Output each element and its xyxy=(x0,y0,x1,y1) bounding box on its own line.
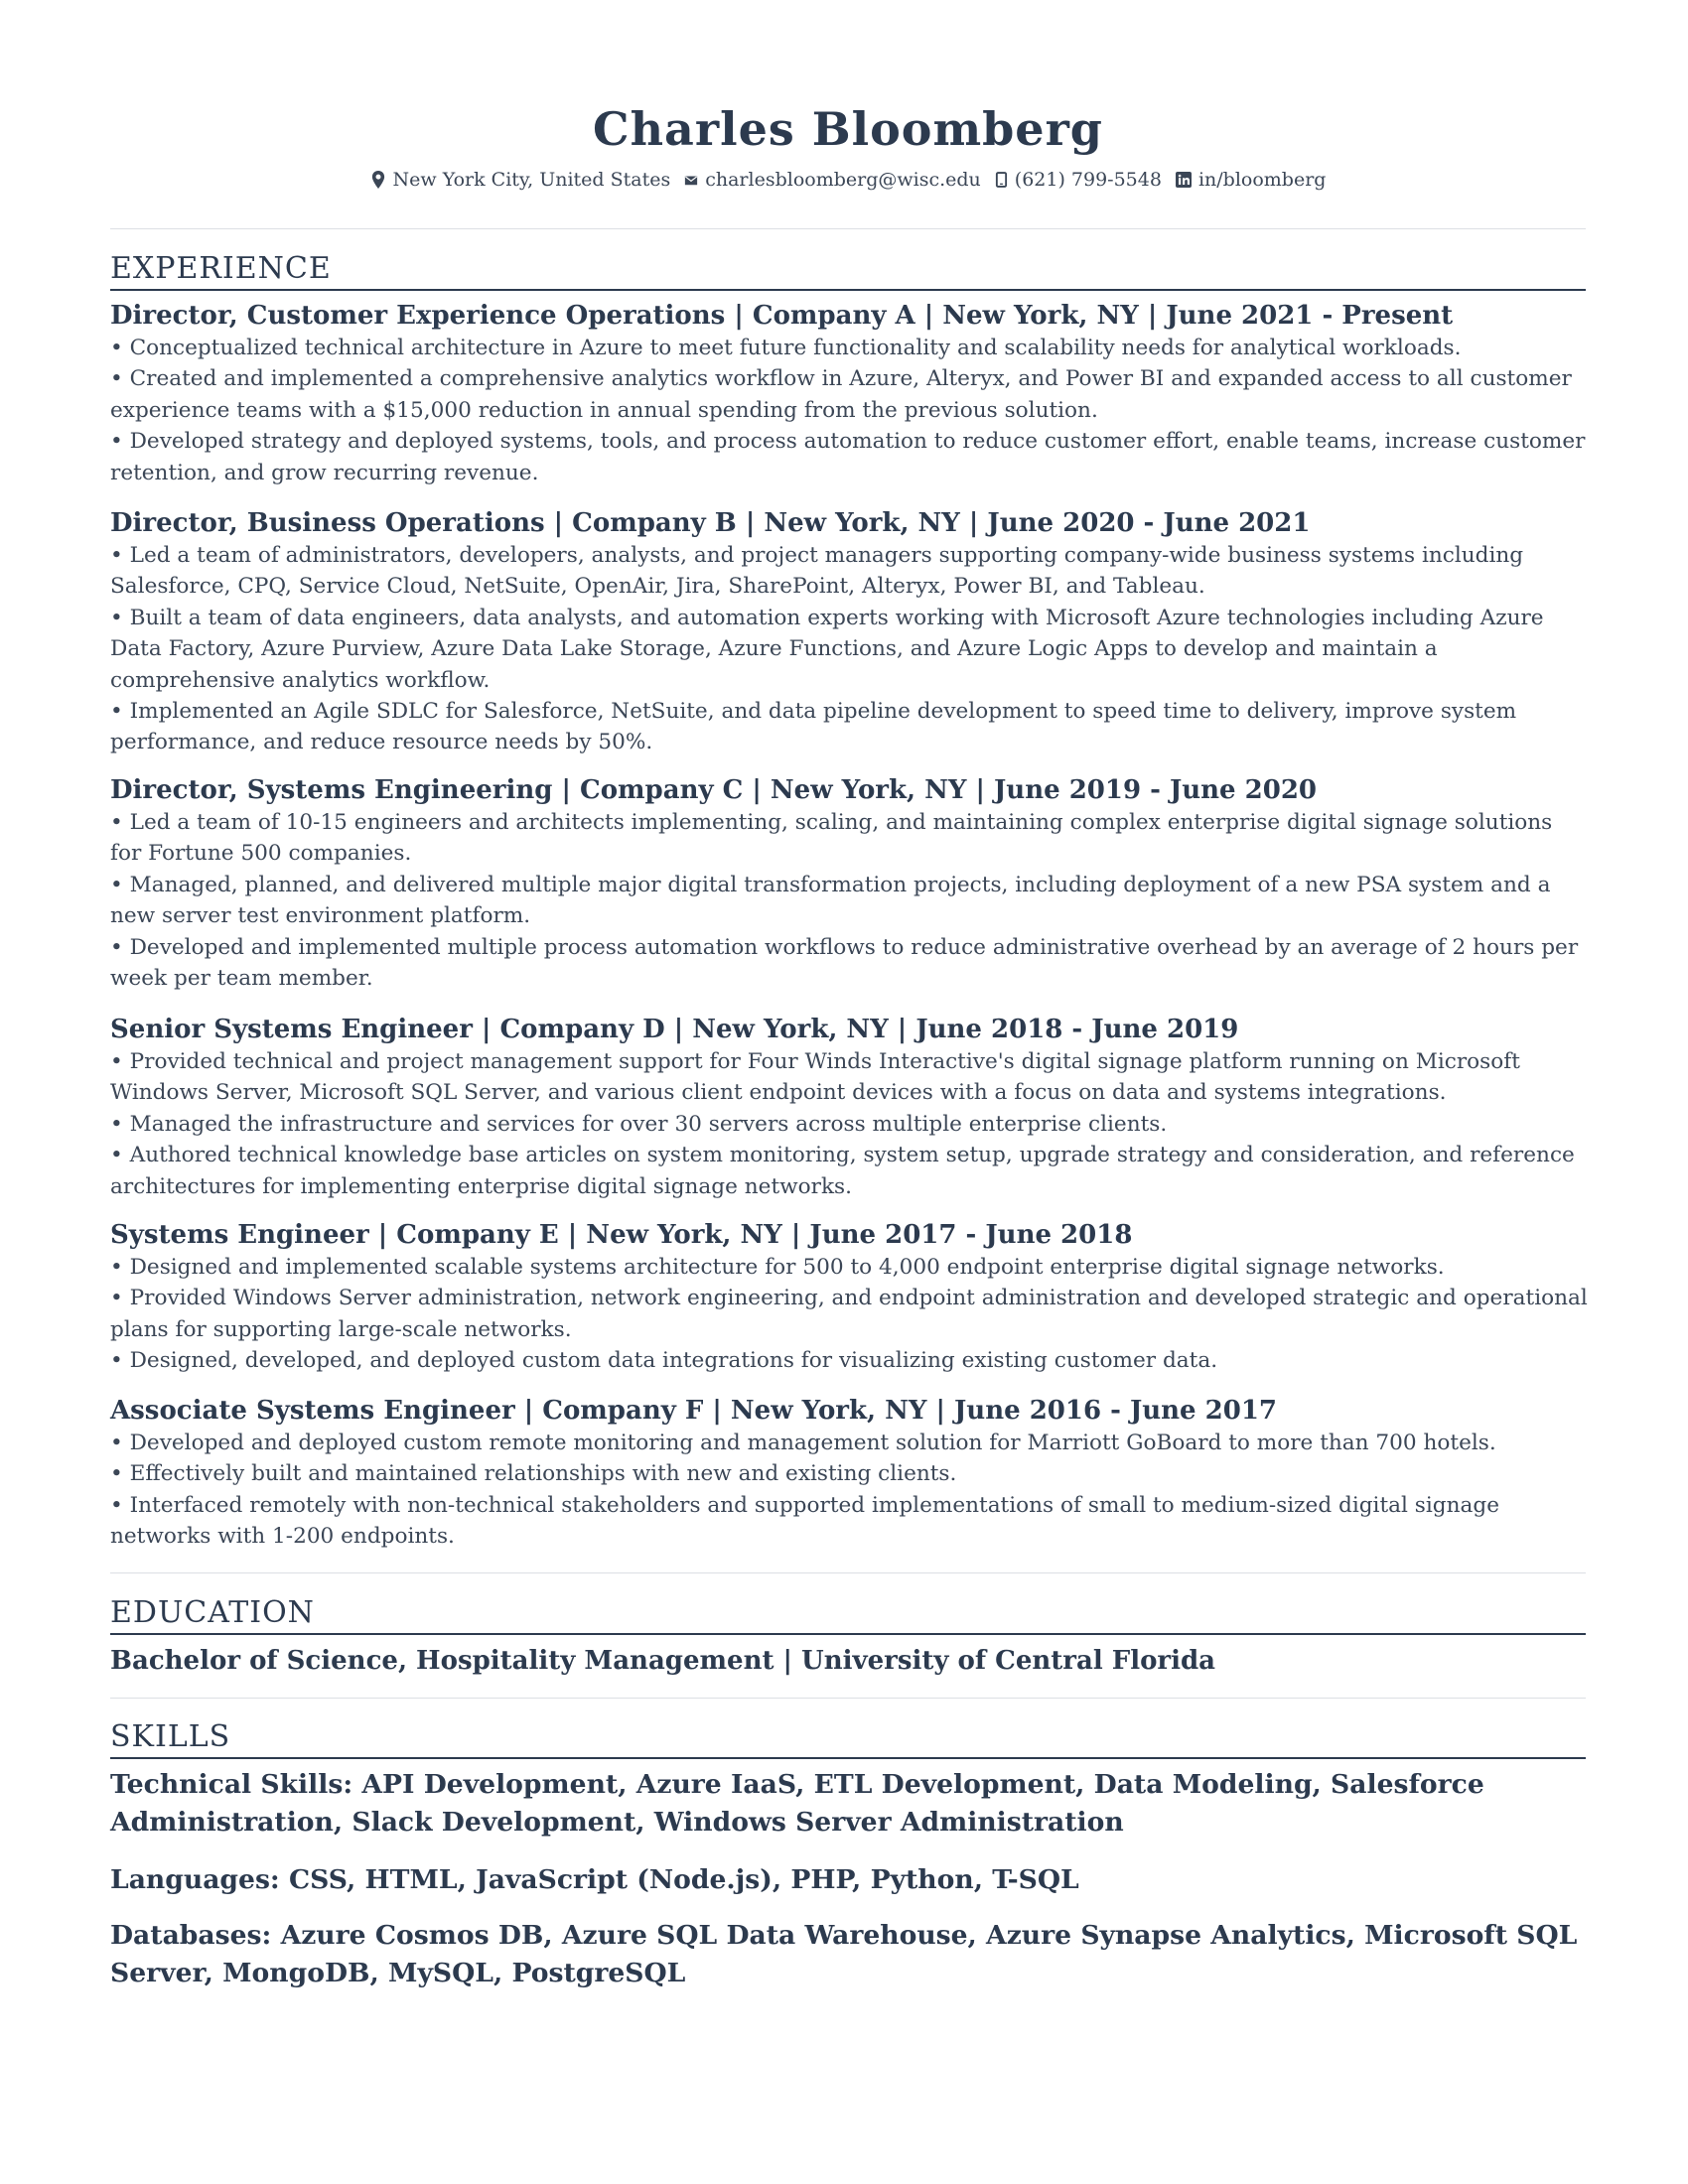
phone-icon xyxy=(995,171,1008,189)
job-bullet: • Provided Windows Server administration, network engineering, and endpoint administration and developed strategic and operational plans for supporting large-scale networks. xyxy=(110,1286,1588,1342)
job-bullet: • Led a team of 10-15 engineers and architects implementing, scaling, and maintaining complex enterprise digital signage solutions for Fortune 500 companies. xyxy=(110,810,1553,867)
job-entry xyxy=(110,506,1590,758)
job-bullet: • Managed the infrastructure and services for over 30 servers across multiple enterprise clients. xyxy=(110,1111,1168,1137)
contact-linkedin[interactable] xyxy=(1176,165,1327,195)
job-title: Associate Systems Engineer | Company F | New York, NY | June 2016 - June 2017 xyxy=(110,1396,1278,1426)
skills-heading: SKILLS xyxy=(110,1719,231,1754)
job-bullet: • Conceptualized technical architecture in Azure to meet future functionality and scalability needs for analytical workloads. xyxy=(110,336,1462,360)
job-bullet: • Managed, planned, and delivered multiple major digital transformation projects, including deployment of a new PSA system and a new server test environment platform. xyxy=(110,872,1551,929)
experience-rule xyxy=(110,289,1586,291)
job-bullet: • Developed and deployed custom remote monitoring and management solution for Marriott GoBoard to more than 700 hotels. xyxy=(110,1431,1496,1455)
job-bullet: • Provided technical and project management support for Four Winds Interactive's digital signage platform running on Microsoft Windows Server, Microsoft SQL Server, and various client endpoint devices with a focus on data and systems integrations. xyxy=(110,1049,1520,1106)
job-entry xyxy=(110,773,1590,994)
job-bullet: • Developed strategy and deployed systems, tools, and process automation to reduce customer effort, enable teams, increase customer retention, and grow recurring revenue. xyxy=(110,429,1586,485)
job-bullet: • Led a team of administrators, developers, analysts, and project managers supporting company-wide business systems including Salesforce, CPQ, Service Cloud, NetSuite, OpenAir, Jira, SharePoint, Alteryx, Power BI, and Tableau. xyxy=(110,543,1524,600)
job-title: Senior Systems Engineer | Company D | New York, NY | June 2018 - June 2019 xyxy=(110,1015,1239,1044)
section-divider xyxy=(110,1572,1586,1573)
location-text: New York City, United States xyxy=(392,169,671,191)
skill-line-languages: Languages: CSS, HTML, JavaScript (Node.js), PHP, Python, T-SQL xyxy=(110,1864,1079,1895)
job-bullet: • Built a team of data engineers, data analysts, and automation experts working with Microsoft Azure technologies including Azure Data Factory, Azure Purview, Azure Data Lake Storage, Azure Functions, and Azure Logic Apps to develop and maintain a comprehensive analytics workflow. xyxy=(110,605,1544,693)
job-bullet: • Interfaced remotely with non-technical stakeholders and supported implementations of small to medium-sized digital signage networks with 1-200 endpoints. xyxy=(110,1492,1499,1550)
education-rule xyxy=(110,1633,1586,1635)
contact-location xyxy=(370,165,671,195)
job-title: Systems Engineer | Company E | New York, NY | June 2017 - June 2018 xyxy=(110,1220,1133,1250)
linkedin-icon xyxy=(1176,172,1192,188)
contact-phone[interactable] xyxy=(995,165,1162,195)
mail-icon xyxy=(684,171,698,189)
job-entry xyxy=(110,1218,1590,1377)
contact-bar xyxy=(110,165,1586,195)
job-entry xyxy=(110,1394,1590,1553)
education-entry: Bachelor of Science, Hospitality Management | University of Central Florida xyxy=(110,1646,1216,1676)
header-divider xyxy=(110,228,1586,229)
skill-line-databases: Databases: Azure Cosmos DB, Azure SQL Data Warehouse, Azure Synapse Analytics, Microsoft SQL Server, MongoDB, MySQL, PostgreSQL xyxy=(110,1920,1578,1988)
job-title: Director, Customer Experience Operations | Company A | New York, NY | June 2021 - Present xyxy=(110,301,1454,331)
candidate-name: Charles Bloomberg xyxy=(593,102,1103,156)
job-bullet: • Designed, developed, and deployed custom data integrations for visualizing existing customer data. xyxy=(110,1348,1218,1374)
section-divider xyxy=(110,1698,1586,1699)
job-bullet: • Implemented an Agile SDLC for Salesforce, NetSuite, and data pipeline development to speed time to delivery, improve system performance, and reduce resource needs by 50%. xyxy=(110,699,1517,755)
job-bullet: • Developed and implemented multiple process automation workflows to reduce administrative overhead by an average of 2 hours per week per team member. xyxy=(110,934,1579,992)
education-heading: EDUCATION xyxy=(110,1595,315,1630)
email-text[interactable]: charlesbloomberg@wisc.edu xyxy=(705,169,981,191)
experience-heading: EXPERIENCE xyxy=(110,251,332,286)
job-bullet: • Created and implemented a comprehensive analytics workflow in Azure, Alteryx, and Power BI and expanded access to all customer experience teams with a $15,000 reduction in annual spending from the previous solution. xyxy=(110,366,1572,423)
job-entry xyxy=(110,1013,1590,1202)
skills-rule xyxy=(110,1757,1586,1759)
skill-line-technical: Technical Skills: API Development, Azure IaaS, ETL Development, Data Modeling, Salesforce Administration, Slack Development, Windows Server Administration xyxy=(110,1769,1484,1838)
job-title: Director, Systems Engineering | Company C | New York, NY | June 2019 - June 2020 xyxy=(110,775,1318,805)
phone-text[interactable]: (621) 799-5548 xyxy=(1014,169,1162,191)
linkedin-text[interactable]: in/bloomberg xyxy=(1197,169,1327,191)
location-pin-icon xyxy=(370,171,386,189)
job-bullet: • Effectively built and maintained relationships with new and existing clients. xyxy=(110,1461,957,1487)
contact-email[interactable] xyxy=(684,165,981,195)
job-title: Director, Business Operations | Company B | New York, NY | June 2020 - June 2021 xyxy=(110,508,1311,538)
job-bullet: • Authored technical knowledge base articles on system monitoring, system setup, upgrade strategy and consideration, and reference architectures for implementing enterprise digital signage networks. xyxy=(110,1143,1575,1199)
job-entry xyxy=(110,299,1590,488)
job-bullet: • Designed and implemented scalable systems architecture for 500 to 4,000 endpoint enterprise digital signage networks. xyxy=(110,1255,1445,1280)
